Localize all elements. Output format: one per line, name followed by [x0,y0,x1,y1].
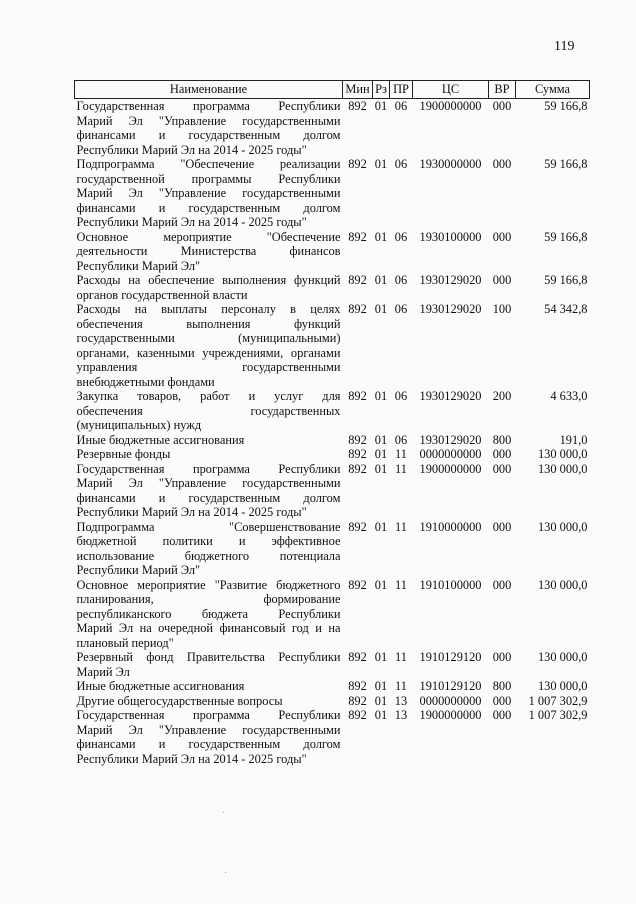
row-name-line: Республики Марий Эл" [76,258,201,273]
row-sum: 1 007 302,9 [528,708,588,722]
row-name [75,433,343,448]
row-name-line: обеспечения выполнения функций [76,316,341,331]
row-name [75,447,343,462]
row-pr: 06 [394,389,408,403]
row-name-line: внебюджетными фондами [76,374,215,389]
row-sum: 130 000,0 [537,461,588,476]
row-pr: 06 [394,229,408,244]
row-name-line: Иные бюджетные ассигнования [76,679,245,693]
row-rz: 01 [374,519,388,534]
table-row [75,578,590,651]
row-cs: 0000000000 [419,447,482,461]
row-sum: 130 000,0 [537,679,588,693]
row-cs: 1930129020 [419,389,482,403]
row-cs: 1930000000 [419,157,482,171]
row-min: 892 [348,708,367,722]
header-name: Наименование [75,81,343,99]
row-name-line: планирования, формирование [76,592,341,606]
row-cs: 1930129020 [419,432,482,447]
row-name-line: управления государственными [76,360,341,374]
row-rz: 01 [374,389,388,403]
row-name-line: обеспечения государственных [76,403,341,418]
row-name-line: Иные бюджетные ассигнования [76,432,245,447]
row-pr: 06 [394,432,408,447]
row-name-line: Марий Эл "Управление государственными [76,476,341,490]
scan-speck: · [222,808,226,819]
row-name-line: Республики Марий Эл на 2014 - 2025 годы" [76,751,307,766]
row-name [75,302,343,389]
row-min: 892 [348,519,367,534]
row-pr: 11 [395,461,407,476]
row-cs: 1910129120 [419,679,482,693]
row-name [75,389,343,433]
row-name-line: Закупка товаров, работ и услуг для [76,389,341,403]
row-name-line: финансами и государственным долгом [76,128,341,142]
row-min: 892 [348,302,367,316]
row-sum: 130 000,0 [537,650,588,664]
row-vr: 000 [492,693,512,708]
budget-table [74,80,590,766]
row-name [75,650,343,679]
row-cs: 1930129020 [419,273,482,287]
header-cs: ЦС [413,81,489,99]
row-name [75,157,343,230]
row-name-line: органами, казенными учреждениями, органами [76,345,341,360]
row-name-line: органов государственной власти [76,287,248,302]
row-rz: 01 [374,650,388,664]
row-pr: 11 [395,679,407,693]
table-row [75,157,590,230]
row-name-line: Государственная программа Республики [76,708,341,722]
row-name [75,679,343,694]
row-rz: 01 [374,273,388,287]
row-name-line: Республики Марий Эл на 2014 - 2025 годы" [76,215,307,229]
row-name [75,273,343,302]
row-rz: 01 [374,693,388,708]
row-vr: 000 [492,519,512,534]
table-row [75,520,590,578]
row-cs: 1930129020 [419,302,482,316]
row-name-line: Другие общегосударственные вопросы [76,693,283,708]
row-min: 892 [348,461,367,476]
row-sum: 1 007 302,9 [528,693,588,708]
row-name-line: государственной программы Республики [76,171,341,186]
row-vr: 000 [492,447,512,461]
row-rz: 01 [374,708,388,722]
row-min: 892 [348,273,367,287]
table-row [75,273,590,302]
row-min: 892 [348,679,367,693]
row-min: 892 [348,229,367,244]
row-name [75,230,343,274]
row-pr: 11 [395,519,407,534]
row-min: 892 [348,432,367,447]
row-pr: 13 [394,693,408,708]
row-name-line: Республики Марий Эл" [76,563,201,577]
row-name [75,520,343,578]
row-name-line: Марий Эл на очередной финансовый год и на [76,621,341,635]
row-rz: 01 [374,229,388,244]
row-name-line: Государственная программа Республики [76,99,341,113]
scan-speck: · [224,868,228,879]
row-min: 892 [348,157,367,171]
header-sum: Сумма [516,81,590,99]
row-rz: 01 [374,302,388,316]
row-pr: 06 [394,99,408,113]
row-pr: 11 [395,447,407,461]
row-name-line: государственными (муниципальными) [76,331,341,345]
table-row [75,230,590,274]
row-cs: 1930100000 [419,229,482,244]
table-row [75,433,590,448]
row-name [75,462,343,520]
row-rz: 01 [374,432,388,447]
table-row [75,462,590,520]
row-sum: 130 000,0 [537,519,588,534]
header-min: Мин [343,81,373,99]
row-name-line: использование бюджетного потенциала [76,548,341,563]
row-name-line: Марий Эл [76,664,130,679]
row-cs: 0000000000 [419,693,482,708]
row-name-line: плановый период" [76,635,174,650]
row-sum: 130 000,0 [537,577,588,592]
table-header [75,81,590,99]
row-sum: 191,0 [559,432,588,447]
row-name-line: Республики Марий Эл на 2014 - 2025 годы" [76,142,307,157]
row-name-line: Марий Эл "Управление государственными [76,186,341,200]
row-name-line: Подпрограмма "Совершенствование [76,519,341,534]
header-pr: ПР [390,81,413,99]
row-name-line: (муниципальных) нужд [76,418,202,432]
row-vr: 100 [492,302,512,316]
row-cs: 1910129120 [419,650,482,664]
row-rz: 01 [374,679,388,693]
row-sum: 54 342,8 [544,302,588,316]
row-min: 892 [348,693,367,708]
row-name-line: Государственная программа Республики [76,461,341,476]
row-sum: 59 166,8 [544,157,588,171]
row-name-line: Подпрограмма "Обеспечение реализации [76,157,341,171]
row-vr: 200 [492,389,512,403]
row-vr: 000 [492,708,512,722]
row-sum: 59 166,8 [544,229,588,244]
row-min: 892 [348,650,367,664]
table-row [75,708,590,766]
row-vr: 800 [492,679,512,693]
row-cs: 1910000000 [419,519,482,534]
table-row [75,99,590,158]
row-min: 892 [348,447,367,461]
row-vr: 000 [492,157,512,171]
row-name-line: Марий Эл "Управление государственными [76,722,341,737]
row-rz: 01 [374,461,388,476]
row-rz: 01 [374,577,388,592]
row-min: 892 [348,99,367,113]
row-cs: 1910100000 [419,577,482,592]
page-number: 119 [554,39,575,54]
row-rz: 01 [374,99,388,113]
table-row [75,694,590,709]
row-name [75,708,343,766]
row-name-line: Резервный фонд Правительства Республики [76,650,341,664]
row-name-line: Республики Марий Эл на 2014 - 2025 годы" [76,505,307,519]
table-row [75,389,590,433]
row-pr: 06 [394,157,408,171]
row-pr: 11 [395,577,407,592]
row-cs: 1900000000 [419,708,482,722]
row-vr: 000 [492,273,512,287]
row-sum: 59 166,8 [544,99,588,113]
row-pr: 11 [395,650,407,664]
row-name-line: республиканского бюджета Республики [76,606,341,621]
row-name-line: финансами и государственным долгом [76,737,341,751]
row-name-line: Расходы на обеспечение выполнения функций [76,273,341,287]
row-vr: 000 [492,577,512,592]
row-name-line: Расходы на выплаты персоналу в целях [76,302,341,316]
row-name-line: Резервные фонды [76,447,171,461]
row-pr: 13 [394,708,408,722]
row-vr: 000 [492,650,512,664]
row-min: 892 [348,577,367,592]
row-name-line: финансами и государственным долгом [76,490,341,505]
table-body [75,99,590,767]
row-vr: 000 [492,229,512,244]
row-name-line: Основное мероприятие "Обеспечение [76,229,341,244]
row-cs: 1900000000 [419,461,482,476]
row-vr: 000 [492,461,512,476]
row-rz: 01 [374,157,388,171]
row-pr: 06 [394,302,408,316]
row-pr: 06 [394,273,408,287]
row-sum: 59 166,8 [544,273,588,287]
row-vr: 800 [492,432,512,447]
row-name [75,694,343,709]
row-name [75,578,343,651]
row-name-line: деятельности Министерства финансов [76,244,341,258]
row-cs: 1900000000 [419,99,482,113]
row-name [75,99,343,158]
row-min: 892 [348,389,367,403]
row-name-line: финансами и государственным долгом [76,200,341,215]
table-row [75,302,590,389]
row-name-line: бюджетной политики и эффективное [76,534,341,548]
row-vr: 000 [492,99,512,113]
row-rz: 01 [374,447,388,461]
row-sum: 130 000,0 [537,447,588,461]
table-row [75,447,590,462]
row-name-line: Марий Эл "Управление государственными [76,113,341,128]
table-row [75,679,590,694]
row-sum: 4 633,0 [550,389,588,403]
row-name-line: Основное мероприятие "Развитие бюджетного [76,577,341,592]
header-rz: Рз [373,81,390,99]
header-vr: ВР [489,81,516,99]
table-row [75,650,590,679]
